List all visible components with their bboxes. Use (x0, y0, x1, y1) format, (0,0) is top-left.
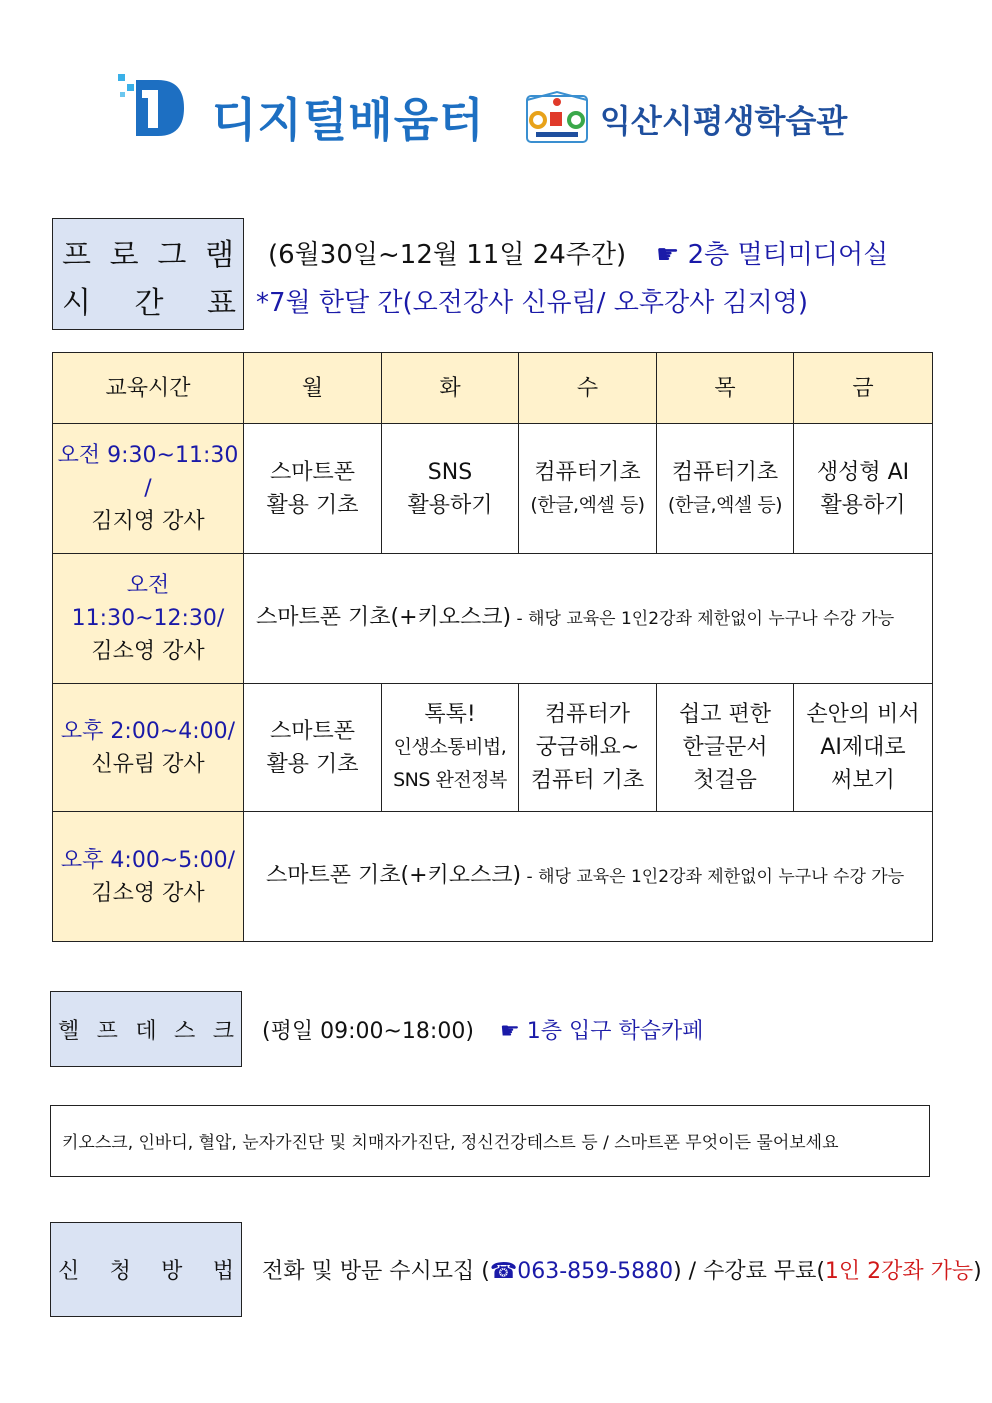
helpdesk-label (58, 1014, 234, 1045)
program-room: ☛ 2층 멀티미디어실 (656, 240, 889, 270)
class-line: 써보기 (831, 768, 895, 793)
helpdesk-services-text: 키오스크, 인바디, 혈압, 눈자가진단 및 치매자가진단, 정신건강테스트 등 / 스마트폰 무엇이든 물어보세요 (62, 1133, 839, 1153)
header-thu: 목 (657, 353, 794, 424)
class-line: 궁금해요~ (535, 735, 640, 760)
class-line: 생성형 AI (816, 459, 910, 485)
apply-phone-number: ☎063-859-5880 (489, 1259, 674, 1284)
header-time: 교육시간 (53, 353, 244, 424)
class-line: 활용하기 (820, 492, 906, 518)
apply-label-char: 방 (161, 1259, 183, 1284)
program-label (62, 230, 236, 274)
apply-text-after: ) (973, 1259, 982, 1284)
schedule-label-char: 시 (62, 286, 91, 321)
time-slot: 오전 11:30~12:30/ (71, 573, 225, 631)
class-line: 스마트폰 (269, 459, 355, 485)
helpdesk-label-char: 데 (135, 1019, 157, 1044)
class-note: - 해당 교육은 1인2강좌 제한없이 누구나 수강 가능 (511, 609, 895, 629)
header-tue: 화 (382, 353, 519, 424)
program-label-char: 로 (109, 238, 141, 273)
class-cell (657, 684, 794, 812)
program-label-char: 그 (157, 238, 189, 273)
digital-baeumteo-logo-icon (118, 70, 198, 140)
class-cell (794, 424, 933, 554)
apply-label-char: 신 (58, 1259, 80, 1284)
apply-label-char: 법 (212, 1259, 234, 1284)
table-row (53, 812, 933, 942)
header-mon: 월 (244, 353, 382, 424)
class-cell (382, 684, 519, 812)
program-label-char: 프 (62, 238, 93, 273)
program-period: (6월30일~12월 11일 24주간) (268, 240, 627, 270)
class-cell (244, 424, 382, 554)
apply-text-middle: ) / 수강료 무료( (673, 1259, 825, 1284)
class-line: (한글,엑셀 등) (667, 493, 783, 516)
teacher-name: 김소영 강사 (91, 880, 205, 906)
time-slot-cell (53, 424, 244, 554)
class-cell-all-week (244, 812, 933, 942)
apply-text-before: 전화 및 방문 수시모집 ( (262, 1259, 490, 1284)
class-line: 컴퓨터가 (544, 702, 630, 727)
helpdesk-label-char: 스 (174, 1019, 196, 1044)
class-cell (244, 684, 382, 812)
apply-label-char: 청 (109, 1259, 131, 1284)
class-line: 손안의 비서 (806, 702, 920, 727)
class-cell (519, 424, 657, 554)
class-line: 톡톡! (424, 702, 476, 727)
schedule-label-char: 표 (207, 286, 236, 321)
teacher-name: 김지영 강사 (91, 509, 205, 534)
class-title: 스마트폰 기초(+키오스크) (266, 863, 522, 888)
digital-baeumteo-logo-text: 디지털배움터 (212, 93, 485, 147)
timetable-header-row (53, 353, 933, 424)
class-cell-all-week (244, 554, 933, 684)
helpdesk-label-char: 프 (96, 1019, 118, 1044)
helpdesk-label-char: 크 (212, 1019, 234, 1044)
program-label-char: 램 (205, 238, 236, 273)
class-line: 활용하기 (407, 492, 493, 518)
class-title: 스마트폰 기초(+키오스크) (256, 605, 512, 630)
schedule-label (62, 278, 236, 322)
helpdesk-location: ☛ 1층 입구 학습카페 (500, 1019, 704, 1044)
table-row (53, 424, 933, 554)
timetable (52, 352, 933, 942)
apply-method-text (262, 1254, 982, 1285)
header-wed: 수 (519, 353, 657, 424)
class-cell (794, 684, 933, 812)
class-cell (382, 424, 519, 554)
time-slot-cell (53, 554, 244, 684)
time-slot-cell (53, 812, 244, 942)
class-line: 첫걸음 (693, 768, 757, 793)
class-line: 컴퓨터 기초 (530, 768, 645, 793)
class-line: 인생소통비법, (393, 736, 507, 758)
class-cell (519, 684, 657, 812)
table-row (53, 554, 933, 684)
helpdesk-hours: (평일 09:00~18:00) (262, 1019, 474, 1044)
time-slot-cell (53, 684, 244, 812)
table-row (53, 684, 933, 812)
header-fri: 금 (794, 353, 933, 424)
apply-method-label (58, 1254, 234, 1285)
class-line: 컴퓨터기초 (534, 459, 641, 485)
time-slot: 오전 9:30~11:30 / (57, 443, 239, 501)
time-slot: 오후 4:00~5:00/ (60, 847, 236, 873)
helpdesk-label-char: 헬 (58, 1019, 80, 1044)
teacher-name: 신유림 강사 (91, 751, 205, 777)
class-line: 활용 기초 (266, 751, 359, 777)
class-line: AI제대로 (820, 735, 906, 760)
iksan-lifelong-learning-logo-icon (526, 88, 588, 144)
class-line: SNS (427, 459, 473, 485)
time-slot: 오후 2:00~4:00/ (60, 718, 236, 744)
july-instructors-note: *7월 한달 간(오전강사 신유림/ 오후강사 김지영) (256, 288, 809, 318)
class-note: - 해당 교육은 1인2강좌 제한없이 누구나 수강 가능 (521, 867, 905, 887)
class-line: (한글,엑셀 등) (530, 493, 645, 516)
schedule-label-char: 간 (134, 286, 164, 321)
class-line: 활용 기초 (266, 492, 359, 518)
class-line: 스마트폰 (269, 718, 355, 744)
class-line: 컴퓨터기초 (671, 459, 779, 485)
teacher-name: 김소영 강사 (91, 639, 205, 664)
class-line: 한글문서 (682, 735, 768, 760)
class-line: 쉽고 편한 (678, 702, 771, 727)
iksan-lifelong-learning-logo-text: 익산시평생학습관 (600, 102, 848, 140)
apply-limit-note: 1인 2강좌 가능 (824, 1259, 974, 1284)
class-cell (657, 424, 794, 554)
class-line: SNS 완전정복 (393, 769, 507, 791)
